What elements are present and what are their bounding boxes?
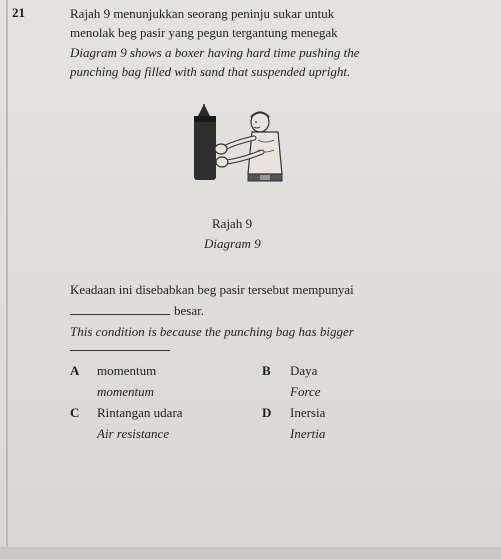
option-c-malay: Rintangan udara: [97, 405, 183, 420]
diagram-caption-english: Diagram 9: [204, 236, 261, 251]
statement-malay-line-2: [70, 303, 204, 319]
diagram-caption-malay: Rajah 9: [212, 216, 253, 231]
option-b-malay: Daya: [290, 363, 318, 378]
question-malay-line-1: Rajah 9 menunjukkan seorang peninju sukar untuk: [70, 6, 335, 21]
option-d-english: Inertia: [290, 426, 326, 441]
boxer-punching-bag-diagram: [188, 100, 292, 200]
punching-bag: [194, 116, 216, 180]
option-b-letter: B: [262, 363, 271, 378]
question-malay-line-2: menolak beg pasir yang pegun tergantung menegak: [70, 25, 338, 40]
statement-malay-suffix: besar.: [174, 303, 204, 318]
option-a-malay: momentum: [97, 363, 157, 378]
option-d-malay: Inersia: [290, 405, 326, 420]
question-number: 21: [12, 5, 25, 20]
option-b-english: Force: [290, 384, 321, 399]
page-bottom-edge: [0, 547, 501, 559]
statement-malay-line-1: Keadaan ini disebabkan beg pasir tersebut mempunyai: [70, 282, 354, 297]
page-margin-line: [6, 0, 8, 559]
question-english-line-1: Diagram 9 shows a boxer having hard time pushing the: [70, 45, 360, 60]
option-c-letter: C: [70, 405, 80, 420]
answer-blank-english: [70, 350, 170, 351]
boxing-glove-icon: [215, 144, 227, 154]
option-a-letter: A: [70, 363, 80, 378]
option-d-letter: D: [262, 405, 272, 420]
option-a-english: momentum: [97, 384, 155, 399]
statement-english-line-1: This condition is because the punching bag has bigger: [70, 324, 354, 339]
option-c-english: Air resistance: [97, 426, 170, 441]
boxing-glove-icon: [216, 157, 228, 167]
question-english-line-2: punching bag filled with sand that suspended upright.: [70, 64, 351, 79]
answer-blank-malay: [70, 314, 170, 315]
